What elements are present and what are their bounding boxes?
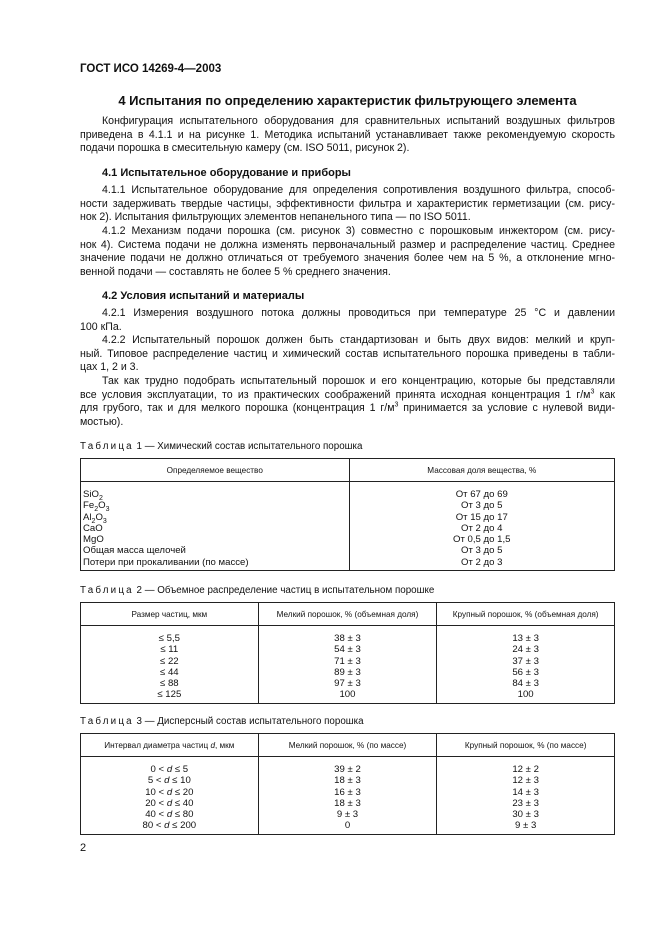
paragraph-line: ный. Типовое распределение частиц и химический состав испытательного порошка приведены в табли- [80, 347, 615, 360]
paragraph-line: нок 4). Система подачи не должна изменять первоначальный размер и распределение частиц. Среднее [80, 238, 615, 251]
table-row: 0 < d ≤ 5 39 ± 2 12 ± 2 [81, 757, 615, 776]
paragraph-line: все условия эксплуатации, то из практических соображений принята исходная концентрация 1 $г/м^3$ как [80, 387, 615, 401]
section-4-1-title: 4.1 Испытательное оборудование и приборы [102, 167, 351, 179]
table-row: SiO$_2$ От 67 до 69 [81, 482, 615, 501]
table-3 [80, 733, 615, 835]
page-number: 2 [80, 842, 87, 854]
section-4-2-title: 4.2 Условия испытаний и материалы [102, 290, 305, 302]
paragraph-line: мостью). [80, 415, 124, 428]
paragraph-line: ности задерживать твердые частицы, эффективности фильтра и характеристик герметизации (см. рису- [80, 197, 615, 210]
paragraph-concentration [80, 375, 615, 429]
table-1-header-substance: Определяемое вещество [81, 459, 350, 482]
table-row: ≤ 5,5 38 ± 3 13 ± 3 [81, 626, 615, 645]
paragraph-4-2-2 [80, 334, 615, 375]
table-1-header-mass-fraction: Массовая доля вещества, % [349, 459, 614, 482]
table-row: Общая масса щелочей От 3 до 5 [81, 545, 615, 556]
table-2-header-fine: Мелкий порошок, % (объемная доля) [258, 603, 437, 626]
intro-line: подачи порошка в смесительную камеру (см. ISO 5011, рисунок 2). [80, 142, 410, 154]
table-row: 40 < d ≤ 80 9 ± 3 30 ± 3 [81, 809, 615, 820]
paragraph-line: значение подачи не должно отличаться от требуемого значения более чем на 5 %, а отклонение мгно- [80, 252, 615, 264]
table-row: ≤ 88 97 ± 3 84 ± 3 [81, 678, 615, 689]
paragraph-line: 4.2.1 Измерения воздушного потока должны проводиться при температуре 25 °С и давлении [102, 307, 615, 319]
table-row: $Al_2O_3$ От 15 до 17 [81, 512, 615, 523]
paragraph-line: цах 1, 2 и 3. [80, 361, 139, 373]
paragraph-line: Так как трудно подобрать испытательный порошок и его концентрацию, которые бы представляли [102, 375, 615, 387]
table-row: 10 < d ≤ 20 16 ± 3 14 ± 3 [81, 787, 615, 798]
table-3-header-coarse: Крупный порошок, % (по массе) [437, 734, 615, 757]
table-1-caption: Таблица 1 — Химический состав испытательного порошка [80, 441, 363, 452]
table-row: $Fe_2O_3$ От 3 до 5 [81, 500, 615, 511]
section-4-title: 4 Испытания по определению характеристик фильтрующего элемента [118, 93, 577, 108]
section-4-intro [80, 115, 615, 156]
table-2 [80, 602, 615, 704]
table-row: ≤ 125 100 100 [81, 689, 615, 703]
paragraph-4-1-2 [80, 225, 615, 279]
table-3-header-interval: Интервал диаметра частиц d, мкм [81, 734, 259, 757]
intro-line: Конфигурация испытательного оборудования для сравнительных испытаний воздушных фильтров [102, 115, 615, 127]
paragraph-4-1-1 [80, 184, 615, 225]
table-3-header-fine: Мелкий порошок, % (по массе) [258, 734, 437, 757]
table-row: ≤ 11 54 ± 3 24 ± 3 [81, 644, 615, 655]
table-row: Потери при прокаливании (по массе) От 2 до 3 [81, 557, 615, 571]
table-row: ≤ 44 89 ± 3 56 ± 3 [81, 667, 615, 678]
paragraph-line: для грубого, так и для мелкого порошка (концентрация 1 $г/м^3$ принимается за условие с нулевой види- [80, 401, 615, 414]
intro-line: приведена в 4.1.1 и на рисунке 1. Методика испытаний устанавливает также рекомендуемую скорость [80, 128, 615, 141]
table-2-header-size: Размер частиц, мкм [81, 603, 259, 626]
table-row: CaO От 2 до 4 [81, 523, 615, 534]
table-row: 5 < d ≤ 10 18 ± 3 12 ± 3 [81, 775, 615, 786]
table-3-caption: Таблица 3 — Дисперсный состав испытательного порошка [80, 716, 364, 727]
paragraph-line: нок 2). Испытания фильтрующих элементов непанельного типа — по ISO 5011. [80, 211, 471, 223]
table-row: 80 < d ≤ 200 0 9 ± 3 [81, 820, 615, 834]
table-row: ≤ 22 71 ± 3 37 ± 3 [81, 656, 615, 667]
paragraph-line: венной подачи — составлять не более 5 % среднего значения. [80, 265, 391, 278]
paragraph-line: 4.1.2 Механизм подачи порошка (см. рисунок 3) совместно с порошковым инжектором (см. рису- [102, 225, 615, 237]
standard-number: ГОСТ ИСО 14269-4—2003 [80, 63, 222, 75]
paragraph-4-2-1 [80, 307, 615, 334]
paragraph-line: 100 кПа. [80, 320, 122, 333]
paragraph-line: 4.2.2 Испытательный порошок должен быть стандартизован и быть двух видов: мелкий и круп- [102, 334, 615, 346]
paragraph-line: 4.1.1 Испытательное оборудование для определения сопротивления воздушного фильтра, способ- [102, 184, 615, 196]
table-row: MgO От 0,5 до 1,5 [81, 534, 615, 545]
table-2-caption: Таблица 2 — Объемное распределение частиц в испытательном порошке [80, 585, 435, 596]
table-1 [80, 458, 615, 571]
table-2-header-coarse: Крупный порошок, % (объемная доля) [437, 603, 615, 626]
table-row: 20 < d ≤ 40 18 ± 3 23 ± 3 [81, 798, 615, 809]
